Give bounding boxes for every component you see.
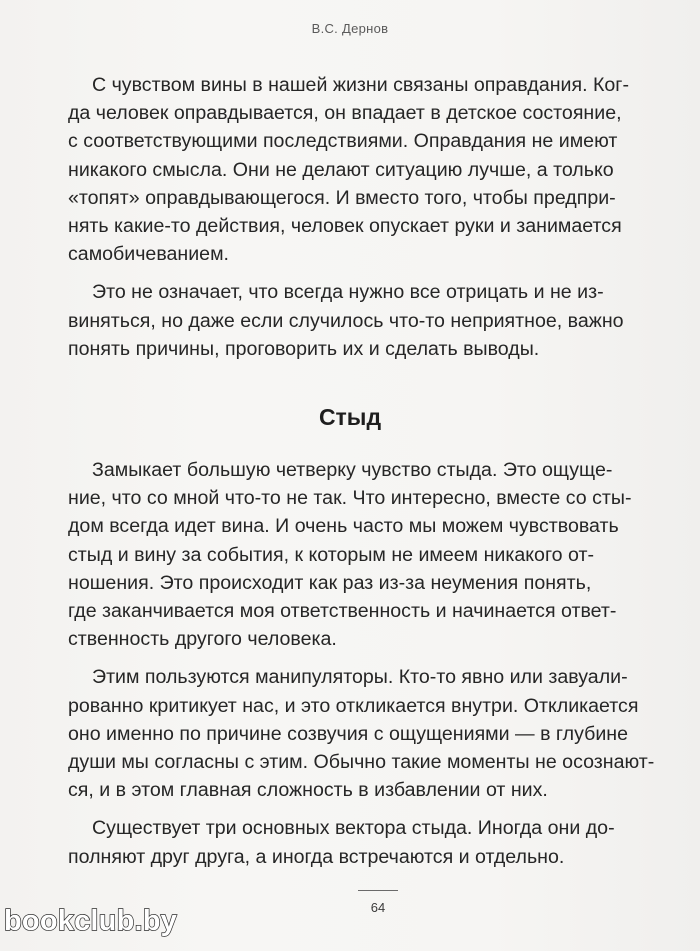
paragraph (68, 71, 668, 268)
text-line: ся, и в этом главная сложность в избавлении от них. (68, 779, 548, 802)
page-number: 64 (370, 900, 386, 915)
text-line: понять причины, проговорить их и сделать выводы. (68, 337, 540, 360)
text-line: никакого смысла. Они не делают ситуацию лучше, а только (68, 158, 614, 181)
text-line: рованно критикует нас, и это откликается внутри. Откликается (68, 694, 639, 717)
text-line: полняют друг друга, а иногда встречаются и отдельно. (68, 845, 565, 868)
text-line: ственность другого человека. (68, 628, 337, 651)
text-line: души мы согласны с этим. Обычно такие моменты не осознают- (68, 751, 655, 774)
paragraph (68, 278, 668, 363)
text-line: Этим пользуются манипуляторы. Кто-то явно или завуали- (92, 666, 628, 689)
text-line: Существует три основных вектора стыда. Иногда они до- (92, 817, 615, 840)
section-heading: Стыд (318, 404, 382, 430)
paragraph (68, 663, 668, 804)
text-line: Это не означает, что всегда нужно все отрицать и не из- (92, 281, 604, 304)
text-line: оно именно по причине созвучия с ощущениями — в глубине (68, 722, 628, 745)
text-block-after-heading (68, 456, 668, 881)
text-line: где заканчивается моя ответственность и начинается ответ- (68, 600, 617, 623)
text-line: Замыкает большую четверку чувство стыда. Это ощуще- (92, 459, 613, 481)
text-line: ношения. Это происходит как раз из-за неумения понять, (68, 571, 592, 594)
text-line: ние, что со мной что-то не так. Что интересно, вместе со сты- (68, 487, 632, 510)
watermark-logo: bookclub.by (4, 905, 177, 937)
text-line: самобичеванием. (68, 243, 229, 266)
text-line: дом всегда идет вина. И очень часто мы можем чувствовать (68, 515, 619, 538)
text-line: С чувством вины в нашей жизни связаны оправдания. Ког- (92, 74, 629, 96)
text-block-before-heading (68, 71, 668, 373)
text-line: да человек оправдывается, он впадает в детское состояние, (68, 102, 622, 125)
paragraph (68, 456, 668, 653)
paragraph (68, 814, 668, 870)
footer-divider (358, 890, 398, 891)
running-head: В.С. Дернов (311, 21, 389, 36)
text-line: стыд и вину за события, к которым не имеем никакого от- (68, 543, 594, 566)
text-line: виняться, но даже если случилось что-то неприятное, важно (68, 309, 624, 332)
text-line: нять какие-то действия, человек опускает руки и занимается (68, 215, 622, 238)
text-line: «топят» оправдывающегося. И вместо того, чтобы предпри- (68, 186, 616, 209)
text-line: с соответствующими последствиями. Оправдания не имеют (68, 130, 618, 153)
